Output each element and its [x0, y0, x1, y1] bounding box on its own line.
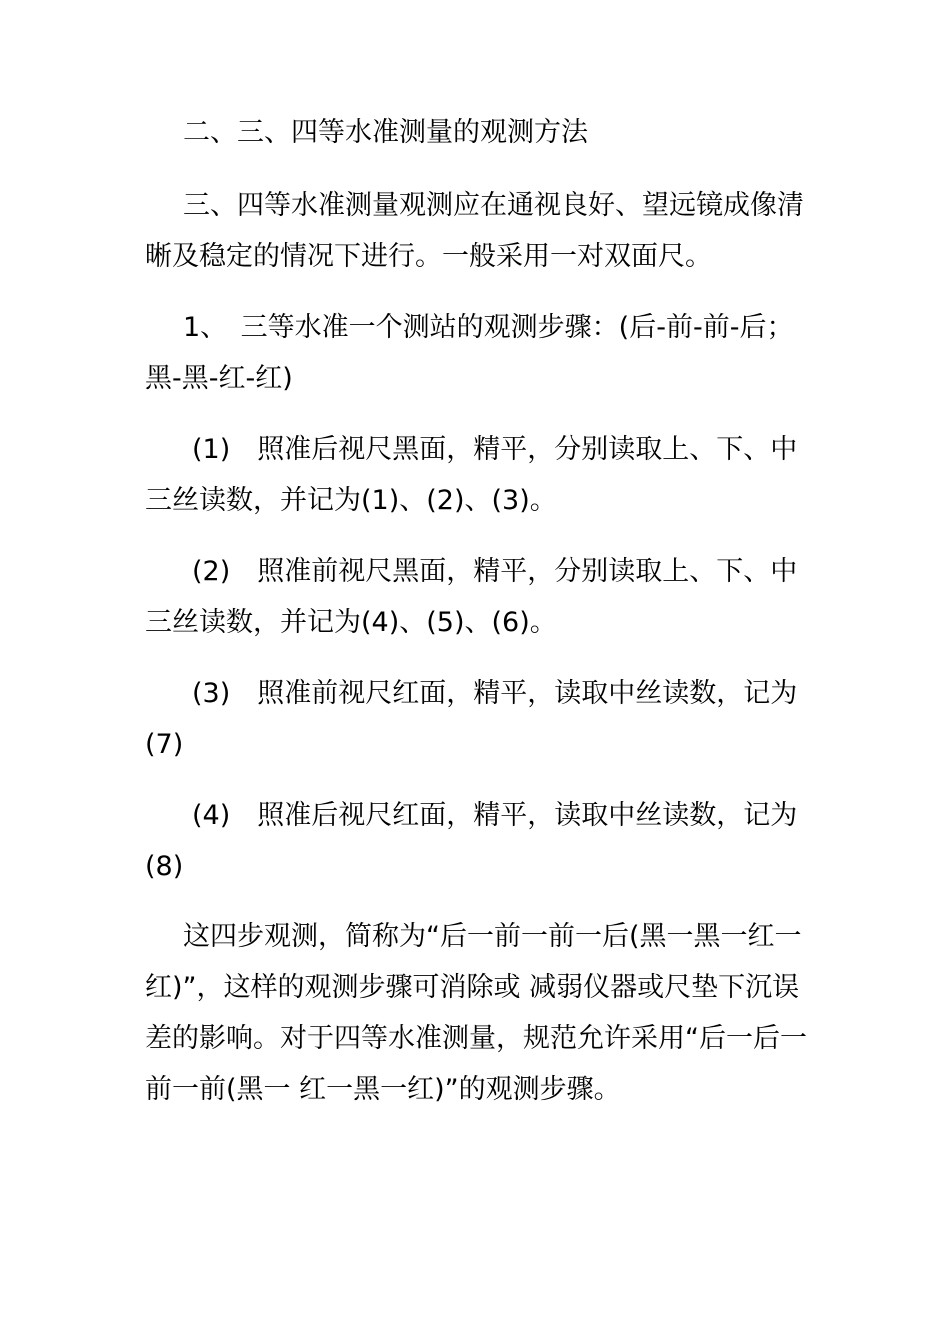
step-item-4: (4) 照准后视尺红面，精平，读取中丝读数，记为(8): [145, 800, 798, 882]
section-title: 二、三、四等水准测量的观测方法: [183, 117, 588, 148]
intro-paragraph: 三、四等水准测量观测应在通视良好、望远镜成像清晰及稳定的情况下进行。一般采用一对双面尺。: [145, 190, 804, 272]
step-item-1: (1) 照准后视尺黑面，精平，分别读取上、下、中三丝读数，并记为(1)、(2)、(3)。: [145, 434, 798, 516]
summary-paragraph: 这四步观测，简称为“后一前一前一后(黑一黑一红一红)”，这样的观测步骤可消除或 减弱仪器或尺垫下沉误差的影响。对于四等水准测量，规范允许采用“后一后一前一前(黑一 红一黑一红)”的观测步骤。: [145, 921, 807, 1105]
step-item-2: (2) 照准前视尺黑面，精平，分别读取上、下、中三丝读数，并记为(4)、(5)、(6)。: [145, 556, 798, 638]
step-item-3: (3) 照准前视尺红面，精平，读取中丝读数，记为(7): [145, 678, 798, 760]
step-heading: 1、 三等水准一个测站的观测步骤：(后-前-前-后；黑-黑-红-红): [145, 312, 794, 394]
